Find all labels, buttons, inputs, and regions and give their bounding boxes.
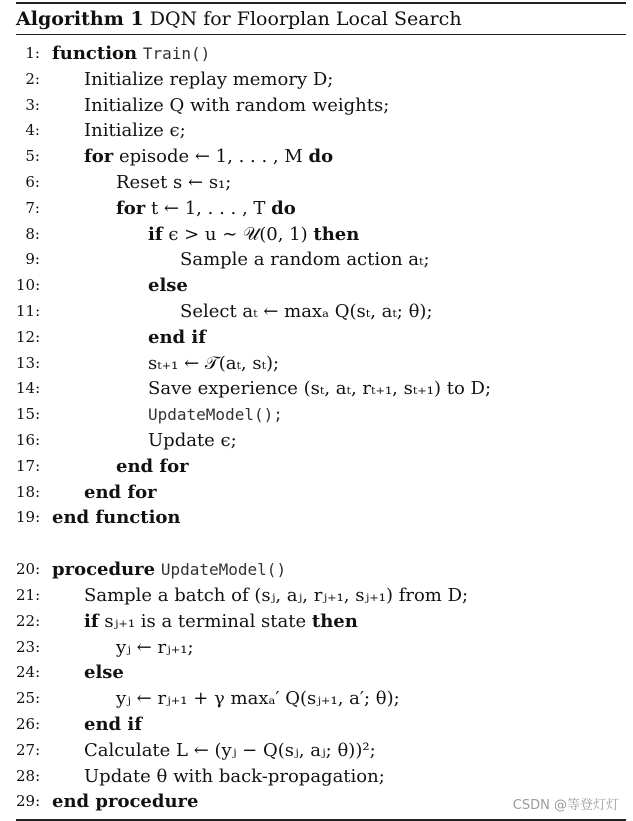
line-text: yⱼ ← rⱼ₊₁; [116,636,194,658]
line-text: yⱼ ← rⱼ₊₁ + γ maxₐ′ Q(sⱼ₊₁, a′; θ); [116,688,400,710]
line-number: 20: [16,560,41,579]
line-number: 22: [16,611,41,630]
algorithm-lines [16,41,626,815]
algo-line [16,609,626,635]
line-number: 27: [16,740,41,759]
keyword: end if [84,713,142,735]
caption-rule [16,34,626,35]
line-text: Initialize replay memory D; [84,68,334,90]
line-number: 13: [16,353,41,372]
line-text: Calculate L ← (yⱼ − Q(sⱼ, aⱼ; θ))²; [84,739,376,761]
line-number: 11: [16,301,41,320]
keyword: end if [148,326,206,348]
algo-line [16,660,626,686]
line-number: 12: [16,327,41,346]
line-number: 29: [16,792,41,811]
line-text: Initialize Q with random weights; [84,94,390,116]
line-text: Save experience (sₜ, aₜ, rₜ₊₁, sₜ₊₁) to D; [148,378,492,400]
line-text: Update ϵ; [148,429,237,451]
algo-line [16,247,626,273]
algo-line [16,325,626,351]
keyword: if [148,223,163,245]
line-number: 26: [16,714,41,733]
line-number: 14: [16,379,41,398]
algo-line [16,480,626,506]
function-name: UpdateModel() [160,560,287,580]
function-call: UpdateModel(); [148,405,283,425]
line-text: Sample a batch of (sⱼ, aⱼ, rⱼ₊₁, sⱼ₊₁) from D; [84,584,469,606]
algorithm-caption [16,4,626,34]
line-number: 10: [16,276,41,295]
algo-line [16,505,626,531]
algo-line [16,428,626,454]
algorithm-box [16,2,626,821]
keyword: then [313,223,360,245]
line-number: 15: [16,405,41,424]
line-number: 3: [25,95,40,114]
algorithm-title: DQN for Floorplan Local Search [149,8,462,30]
line-text: Sample a random action aₜ; [180,249,430,271]
line-number: 25: [16,689,41,708]
keyword: then [311,610,358,632]
function-name: Train() [142,44,211,63]
line-text: sₜ₊₁ ← 𝒯(aₜ, sₜ); [148,352,280,374]
line-text: Initialize ϵ; [84,120,186,142]
line-number: 17: [16,456,41,475]
algo-line [16,738,626,764]
algo-line [16,273,626,299]
algo-line [16,351,626,377]
keyword: if [84,610,99,632]
line-number: 19: [16,508,41,527]
algo-line [16,583,626,609]
line-text: Update θ with back-propagation; [84,765,385,787]
keyword: end for [84,481,157,503]
algo-line [16,557,626,583]
algorithm-label: Algorithm 1 [16,8,144,30]
keyword: end procedure [52,791,199,813]
algo-line [16,67,626,93]
algo-line [16,376,626,402]
algo-line [16,454,626,480]
algo-line [16,299,626,325]
line-number: 24: [16,663,41,682]
line-text: t ← 1, . . . , T [150,197,266,219]
algo-line [16,222,626,248]
algo-line [16,635,626,661]
keyword: end for [116,455,189,477]
line-number: 8: [25,224,40,243]
line-text: Reset s ← s₁; [116,171,232,193]
line-text: Select aₜ ← maxₐ Q(sₜ, aₜ; θ); [180,300,433,322]
line-number: 18: [16,482,41,501]
line-text: sⱼ₊₁ is a terminal state [104,610,307,632]
algo-line [16,764,626,790]
algo-line [16,41,626,67]
watermark: CSDN @等登灯灯 [512,798,619,813]
algo-line [16,402,626,428]
line-text: ϵ > u ∼ 𝒰(0, 1) [168,223,308,245]
keyword: for [84,146,114,168]
algo-line [16,196,626,222]
algo-line [16,118,626,144]
keyword: do [308,146,334,168]
line-number: 2: [25,69,40,88]
line-number: 1: [25,44,40,62]
line-number: 5: [25,147,40,166]
line-number: 21: [16,585,41,604]
algo-line [16,686,626,712]
keyword: function [52,43,138,64]
keyword: procedure [52,559,156,581]
algo-line [16,170,626,196]
line-number: 16: [16,430,41,449]
keyword: for [116,197,146,219]
line-number: 6: [25,172,40,191]
algo-line [16,93,626,119]
algo-line [16,712,626,738]
line-number: 28: [16,766,41,785]
line-number: 7: [25,198,40,217]
section-gap [16,531,626,557]
line-number: 23: [16,637,41,656]
algo-line [16,144,626,170]
line-number: 4: [25,121,40,140]
keyword: end function [52,507,181,529]
keyword: else [84,662,124,684]
keyword: do [271,197,296,219]
keyword: else [148,275,188,297]
line-text: episode ← 1, . . . , M [118,146,303,168]
line-number: 9: [25,250,40,269]
